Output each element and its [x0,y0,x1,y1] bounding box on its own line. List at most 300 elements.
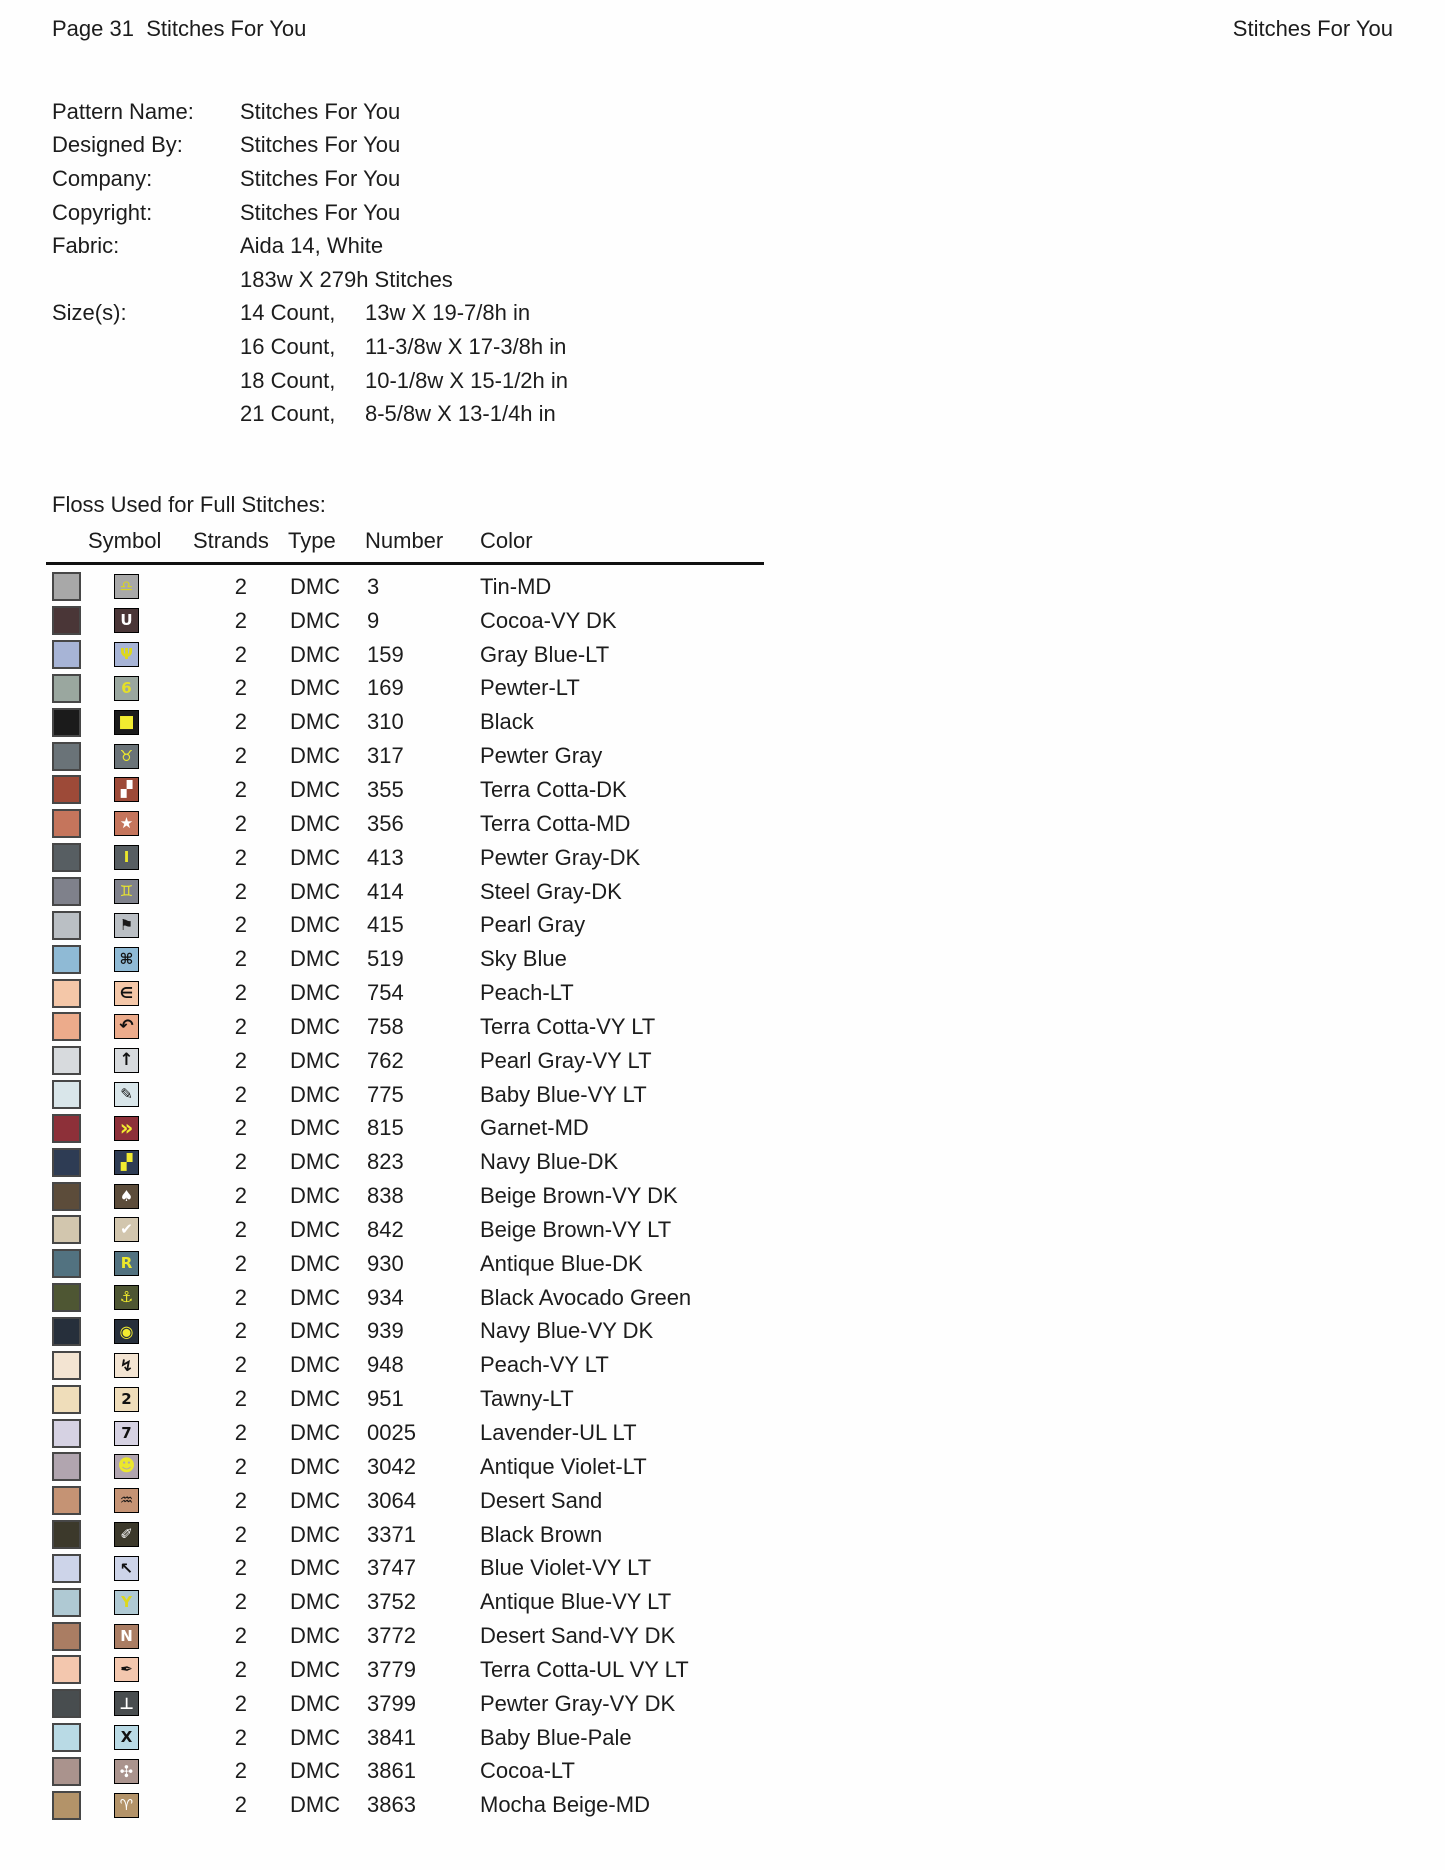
symbol-double-diamond-icon: ▞ [114,777,139,802]
color-swatch [52,775,81,804]
size-row [52,330,568,364]
symbol-up-arrow-icon: ↑ [114,1048,139,1073]
number-cell: 317 [367,743,404,769]
number-cell: 3799 [367,1690,416,1716]
floss-row [0,942,1445,976]
color-swatch [52,708,81,737]
strands-cell: 2 [234,1149,247,1175]
color-name-cell: Steel Gray-DK [480,878,622,904]
type-cell: DMC [290,1453,341,1479]
number-cell: 3 [367,573,380,599]
color-swatch [52,1351,81,1380]
strands-cell: 2 [234,1623,247,1649]
floss-row [0,1145,1445,1179]
strands-cell: 2 [234,1453,247,1479]
color-name-cell: Terra Cotta-UL VY LT [480,1656,689,1682]
info-label: Fabric: [52,233,120,259]
color-swatch [52,1249,81,1278]
type-cell: DMC [290,1149,341,1175]
number-cell: 169 [367,675,404,701]
type-cell: DMC [290,1724,341,1750]
type-cell: DMC [290,1690,341,1716]
color-name-cell: Blue Violet-VY LT [480,1555,652,1581]
type-cell: DMC [290,1013,341,1039]
floss-row [0,1585,1445,1619]
number-cell: 3841 [367,1724,416,1750]
size-dimensions: 13w X 19-7/8h in [365,300,531,326]
floss-row [0,1044,1445,1078]
symbol-eye-icon: ◉ [114,1319,139,1344]
strands-cell: 2 [234,1081,247,1107]
size-row [52,364,568,398]
info-label: Copyright: [52,199,153,225]
header-right-text: Stitches For You [1232,16,1393,41]
floss-row [0,1551,1445,1585]
strands-cell: 2 [234,1386,247,1412]
floss-row [0,1755,1445,1789]
floss-row [0,1687,1445,1721]
symbol-flag-icon: ⚑ [114,913,139,938]
strands-cell: 2 [234,1420,247,1446]
size-count: 21 Count, [240,401,336,427]
color-swatch [52,1723,81,1752]
header-divider [46,562,764,565]
strands-cell: 2 [234,1352,247,1378]
symbol-letter-r-icon: R [114,1251,139,1276]
type-cell: DMC [290,980,341,1006]
number-cell: 159 [367,641,404,667]
color-swatch [52,1689,81,1718]
symbol-digit-2-icon: 2 [114,1387,139,1412]
symbol-pen-paper-icon: ✐ [114,1522,139,1547]
number-cell: 754 [367,980,404,1006]
strands-cell: 2 [234,1555,247,1581]
symbol-i-beam-icon: Ⅰ [114,845,139,870]
color-swatch [52,1791,81,1820]
floss-row [0,1315,1445,1349]
type-cell: DMC [290,607,341,633]
strands-cell: 2 [234,1690,247,1716]
floss-row [0,672,1445,706]
floss-row [0,1721,1445,1755]
color-name-cell: Peach-VY LT [480,1352,609,1378]
info-label: Size(s): [52,300,127,326]
strands-cell: 2 [234,1487,247,1513]
number-cell: 3042 [367,1453,416,1479]
symbol-double-chevron-icon: » [114,1116,139,1141]
color-swatch [52,1283,81,1312]
color-name-cell: Pewter Gray-VY DK [480,1690,676,1716]
floss-row [0,1382,1445,1416]
color-name-cell: Antique Blue-DK [480,1250,643,1276]
symbol-star-icon: ★ [114,811,139,836]
info-value: 183w X 279h Stitches [240,266,453,292]
symbol-checkmark-icon: ✔ [114,1217,139,1242]
color-swatch [52,1554,81,1583]
color-name-cell: Mocha Beige-MD [480,1792,650,1818]
info-row [52,129,568,163]
column-header-number: Number [365,528,444,553]
strands-cell: 2 [234,1047,247,1073]
floss-row [0,807,1445,841]
color-name-cell: Navy Blue-VY DK [480,1318,654,1344]
strands-cell: 2 [234,946,247,972]
floss-row [0,908,1445,942]
info-row [52,229,568,263]
symbol-digit-6-icon: 6 [114,676,139,701]
symbol-aries-icon: ♈ [114,1793,139,1818]
color-name-cell: Beige Brown-VY DK [480,1183,678,1209]
symbol-element-of-icon: ∈ [114,981,139,1006]
size-row [52,297,568,331]
floss-row [0,604,1445,638]
size-row [52,397,568,431]
column-header-strands: Strands [193,528,269,553]
strands-cell: 2 [234,1115,247,1141]
color-swatch [52,742,81,771]
type-cell: DMC [290,946,341,972]
color-name-cell: Antique Violet-LT [480,1453,647,1479]
floss-row [0,1348,1445,1382]
page-running-header [52,16,1393,42]
color-swatch [52,1215,81,1244]
strands-cell: 2 [234,709,247,735]
floss-table-title: Floss Used for Full Stitches: [52,492,326,517]
color-swatch [52,1520,81,1549]
strands-cell: 2 [234,1250,247,1276]
symbol-marker-icon: ✒ [114,1657,139,1682]
type-cell: DMC [290,1589,341,1615]
pattern-info [52,95,568,431]
color-swatch [52,1148,81,1177]
floss-row [0,1247,1445,1281]
color-name-cell: Cocoa-VY DK [480,607,617,633]
number-cell: 934 [367,1284,404,1310]
color-name-cell: Pearl Gray [480,912,586,938]
type-cell: DMC [290,1656,341,1682]
color-swatch [52,1317,81,1346]
color-name-cell: Cocoa-LT [480,1758,575,1784]
floss-row [0,1450,1445,1484]
type-cell: DMC [290,1352,341,1378]
info-row [52,196,568,230]
symbol-gemini-icon: ♊ [114,879,139,904]
color-name-cell: Pewter Gray-DK [480,844,641,870]
color-swatch [52,979,81,1008]
color-swatch [52,1114,81,1143]
type-cell: DMC [290,1487,341,1513]
number-cell: 815 [367,1115,404,1141]
color-swatch [52,1452,81,1481]
strands-cell: 2 [234,607,247,633]
floss-row [0,841,1445,875]
floss-row [0,976,1445,1010]
symbol-pencil-icon: ✎ [114,1082,139,1107]
number-cell: 951 [367,1386,404,1412]
info-value: Aida 14, White [240,233,384,259]
symbol-square-icon: ■ [114,710,139,735]
color-name-cell: Garnet-MD [480,1115,589,1141]
strands-cell: 2 [234,573,247,599]
strands-cell: 2 [234,1792,247,1818]
color-name-cell: Terra Cotta-VY LT [480,1013,656,1039]
type-cell: DMC [290,1623,341,1649]
color-name-cell: Tawny-LT [480,1386,574,1412]
number-cell: 519 [367,946,404,972]
color-name-cell: Baby Blue-VY LT [480,1081,647,1107]
symbol-libra-icon: ♎ [114,574,139,599]
strands-cell: 2 [234,743,247,769]
color-name-cell: Peach-LT [480,980,574,1006]
floss-row [0,1179,1445,1213]
type-cell: DMC [290,1250,341,1276]
strands-cell: 2 [234,1216,247,1242]
type-cell: DMC [290,844,341,870]
strands-cell: 2 [234,1521,247,1547]
type-cell: DMC [290,573,341,599]
type-cell: DMC [290,810,341,836]
strands-cell: 2 [234,1318,247,1344]
color-swatch [52,809,81,838]
color-name-cell: Pearl Gray-VY LT [480,1047,652,1073]
strands-cell: 2 [234,675,247,701]
number-cell: 775 [367,1081,404,1107]
color-swatch [52,1622,81,1651]
number-cell: 3861 [367,1758,416,1784]
color-swatch [52,877,81,906]
number-cell: 948 [367,1352,404,1378]
size-count: 18 Count, [240,367,336,393]
color-name-cell: Sky Blue [480,946,567,972]
floss-row [0,1010,1445,1044]
symbol-letter-n-icon: N [114,1624,139,1649]
strands-cell: 2 [234,641,247,667]
color-name-cell: Pewter Gray [480,743,603,769]
color-name-cell: Desert Sand-VY DK [480,1623,676,1649]
symbol-psi-icon: Ψ [114,642,139,667]
color-swatch [52,674,81,703]
number-cell: 355 [367,776,404,802]
color-name-cell: Desert Sand [480,1487,603,1513]
number-cell: 3064 [367,1487,416,1513]
color-swatch [52,640,81,669]
type-cell: DMC [290,1792,341,1818]
info-row [52,162,568,196]
color-swatch [52,945,81,974]
number-cell: 842 [367,1216,404,1242]
info-row [52,263,568,297]
color-name-cell: Black Brown [480,1521,603,1547]
info-row [52,95,568,129]
number-cell: 0025 [367,1420,416,1446]
color-swatch [52,1655,81,1684]
number-cell: 3779 [367,1656,416,1682]
type-cell: DMC [290,1758,341,1784]
type-cell: DMC [290,912,341,938]
info-label: Pattern Name: [52,98,194,124]
type-cell: DMC [290,1318,341,1344]
size-dimensions: 10-1/8w X 15-1/2h in [365,367,569,393]
info-value: Stitches For You [240,98,401,124]
strands-cell: 2 [234,1284,247,1310]
floss-row [0,739,1445,773]
number-cell: 415 [367,912,404,938]
color-name-cell: Antique Blue-VY LT [480,1589,672,1615]
floss-row [0,1484,1445,1518]
symbol-anchor-icon: ⚓ [114,1285,139,1310]
type-cell: DMC [290,1420,341,1446]
info-label: Designed By: [52,132,183,158]
symbol-roman-ten-icon: Ⅹ [114,1725,139,1750]
number-cell: 823 [367,1149,404,1175]
type-cell: DMC [290,878,341,904]
type-cell: DMC [290,1521,341,1547]
symbol-rotate-arrow-icon: ↶ [114,1014,139,1039]
strands-cell: 2 [234,776,247,802]
number-cell: 838 [367,1183,404,1209]
type-cell: DMC [290,1284,341,1310]
info-label: Company: [52,165,153,191]
symbol-letter-u-icon: U [114,608,139,633]
number-cell: 3371 [367,1521,416,1547]
number-cell: 3863 [367,1792,416,1818]
color-name-cell: Terra Cotta-MD [480,810,631,836]
size-count: 14 Count, [240,300,336,326]
floss-rows [0,570,1445,1822]
color-name-cell: Terra Cotta-DK [480,776,627,802]
floss-row [0,1619,1445,1653]
color-swatch [52,1385,81,1414]
color-name-cell: Tin-MD [480,573,552,599]
color-name-cell: Pewter-LT [480,675,580,701]
color-swatch [52,1080,81,1109]
symbol-lightning-icon: ↯ [114,1353,139,1378]
symbol-taurus-icon: ♉ [114,744,139,769]
symbol-digit-7-icon: 7 [114,1421,139,1446]
symbol-double-square-icon: ▞ [114,1150,139,1175]
info-value: Stitches For You [240,199,401,225]
symbol-letter-y-icon: Y [114,1590,139,1615]
floss-row [0,570,1445,604]
color-swatch [52,1757,81,1786]
color-swatch [52,1486,81,1515]
column-header-type: Type [288,528,336,553]
floss-row [0,875,1445,909]
type-cell: DMC [290,641,341,667]
strands-cell: 2 [234,1724,247,1750]
size-dimensions: 8-5/8w X 13-1/4h in [365,401,556,427]
strands-cell: 2 [234,1183,247,1209]
symbol-up-tack-icon: ⊥ [114,1691,139,1716]
strands-cell: 2 [234,1589,247,1615]
number-cell: 356 [367,810,404,836]
floss-row [0,1653,1445,1687]
strands-cell: 2 [234,810,247,836]
floss-table-header [0,528,1445,558]
floss-row [0,1281,1445,1315]
type-cell: DMC [290,743,341,769]
color-name-cell: Navy Blue-DK [480,1149,619,1175]
strands-cell: 2 [234,1656,247,1682]
size-count: 16 Count, [240,333,336,359]
number-cell: 9 [367,607,380,633]
type-cell: DMC [290,1386,341,1412]
number-cell: 414 [367,878,404,904]
color-swatch [52,1588,81,1617]
floss-row [0,1112,1445,1146]
header-left-text: Page 31 Stitches For You [52,16,307,41]
number-cell: 939 [367,1318,404,1344]
column-header-symbol: Symbol [88,528,162,553]
type-cell: DMC [290,1081,341,1107]
floss-row [0,1213,1445,1247]
strands-cell: 2 [234,1013,247,1039]
number-cell: 930 [367,1250,404,1276]
floss-row [0,1078,1445,1112]
number-cell: 758 [367,1013,404,1039]
color-name-cell: Lavender-UL LT [480,1420,637,1446]
type-cell: DMC [290,1115,341,1141]
color-name-cell: Beige Brown-VY LT [480,1216,672,1242]
floss-row [0,1788,1445,1822]
number-cell: 413 [367,844,404,870]
floss-row [0,1518,1445,1552]
floss-row [0,1416,1445,1450]
type-cell: DMC [290,1555,341,1581]
type-cell: DMC [290,1047,341,1073]
type-cell: DMC [290,1216,341,1242]
info-value: Stitches For You [240,132,401,158]
symbol-cross-flower-icon: ✣ [114,1759,139,1784]
strands-cell: 2 [234,1758,247,1784]
info-value: Stitches For You [240,165,401,191]
color-swatch [52,1182,81,1211]
number-cell: 762 [367,1047,404,1073]
color-name-cell: Black [480,709,534,735]
number-cell: 3752 [367,1589,416,1615]
symbol-command-icon: ⌘ [114,947,139,972]
floss-row [0,638,1445,672]
type-cell: DMC [290,709,341,735]
strands-cell: 2 [234,878,247,904]
column-header-color: Color [480,528,533,553]
type-cell: DMC [290,776,341,802]
strands-cell: 2 [234,912,247,938]
symbol-smiley-icon: ☻ [114,1454,139,1479]
floss-row [0,773,1445,807]
strands-cell: 2 [234,844,247,870]
color-name-cell: Black Avocado Green [480,1284,692,1310]
color-swatch [52,606,81,635]
color-swatch [52,1419,81,1448]
floss-row [0,705,1445,739]
color-name-cell: Gray Blue-LT [480,641,610,667]
type-cell: DMC [290,675,341,701]
color-swatch [52,1012,81,1041]
color-swatch [52,1046,81,1075]
number-cell: 3747 [367,1555,416,1581]
strands-cell: 2 [234,980,247,1006]
color-swatch [52,911,81,940]
number-cell: 310 [367,709,404,735]
type-cell: DMC [290,1183,341,1209]
symbol-aquarius-icon: ♒ [114,1488,139,1513]
color-name-cell: Baby Blue-Pale [480,1724,632,1750]
color-swatch [52,843,81,872]
color-swatch [52,572,81,601]
size-dimensions: 11-3/8w X 17-3/8h in [365,333,567,359]
number-cell: 3772 [367,1623,416,1649]
